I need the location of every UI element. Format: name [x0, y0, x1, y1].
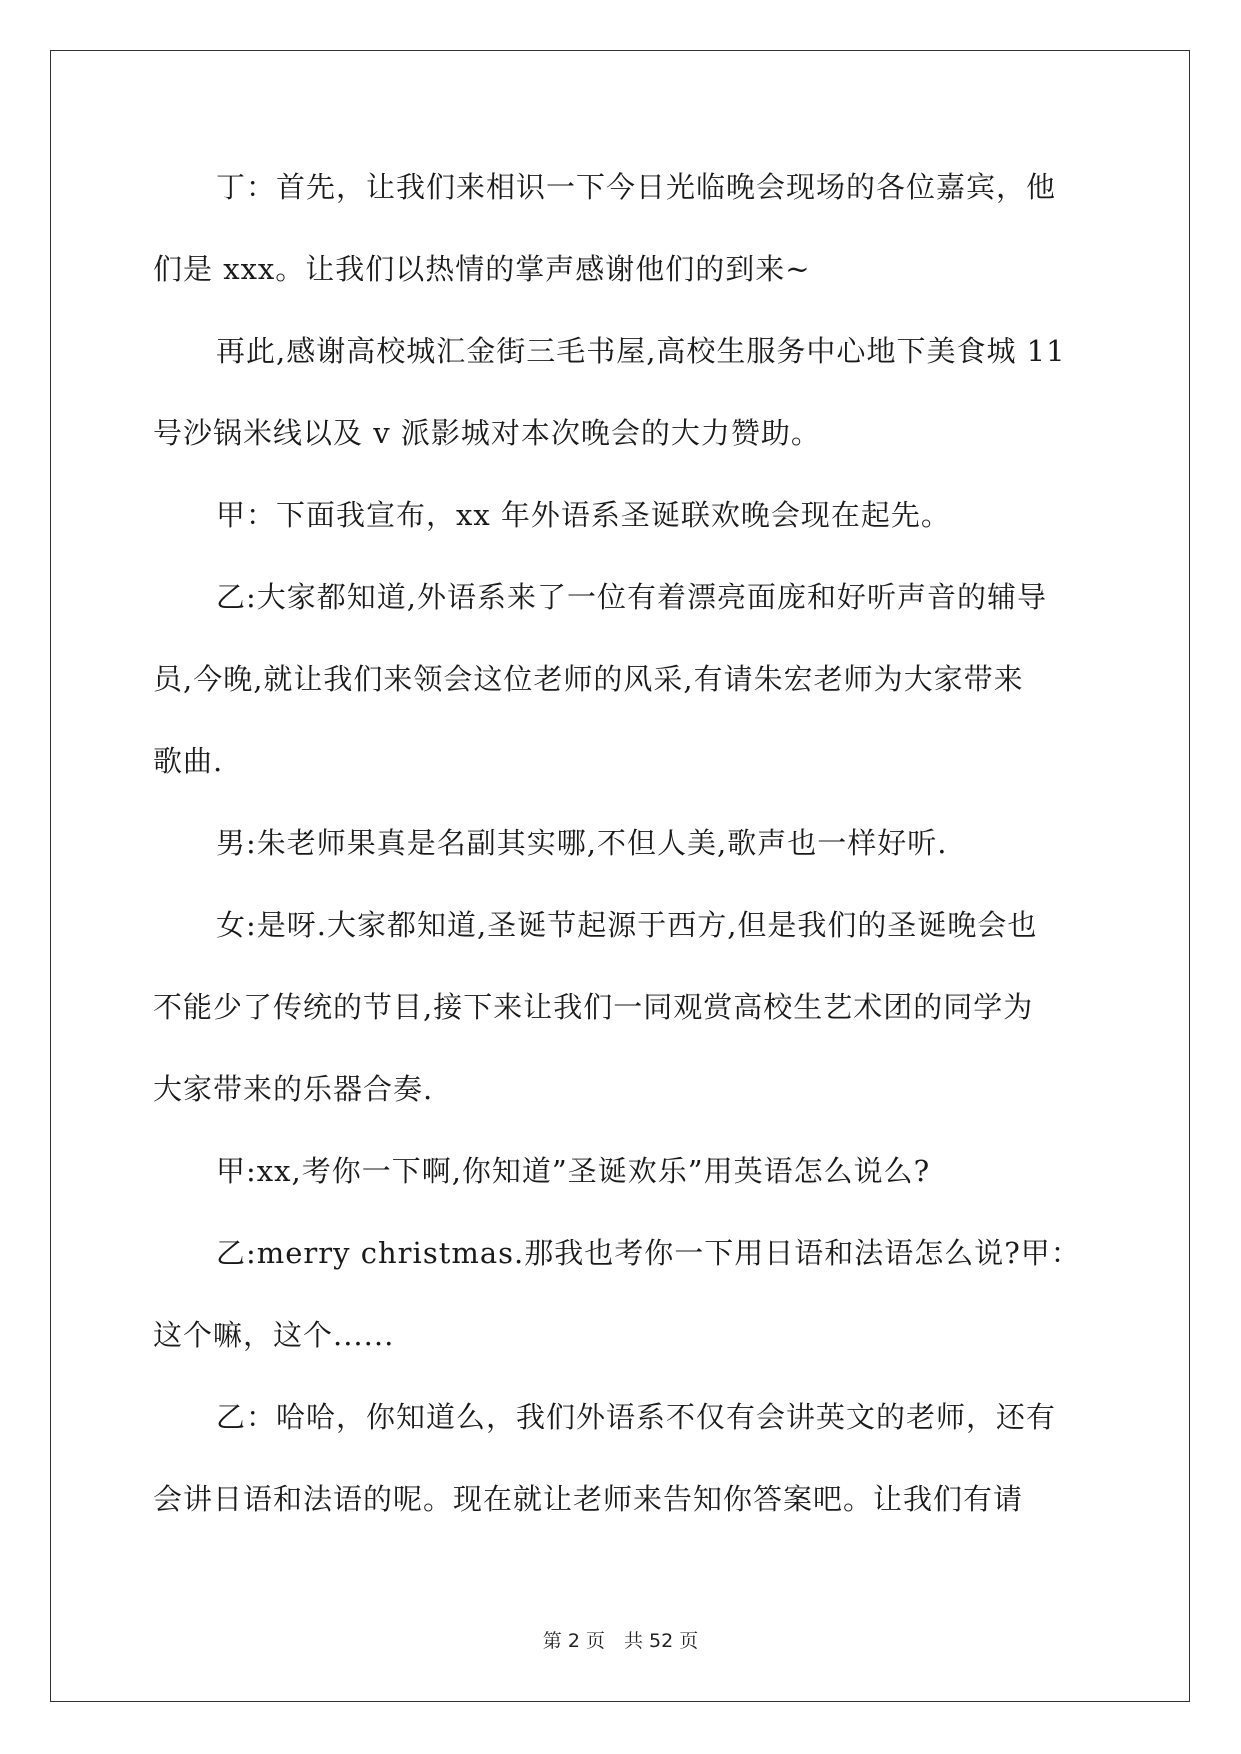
text-line: 会讲日语和法语的呢。现在就让老师来告知你答案吧。让我们有请: [153, 1482, 1024, 1516]
text-line: 丁：首先，让我们来相识一下今日光临晚会现场的各位嘉宾，他: [216, 170, 1057, 204]
text-line: 乙:merry christmas.那我也考你一下用日语和法语怎么说?甲：: [216, 1236, 1081, 1270]
text-line: 号沙锅米线以及 v 派影城对本次晚会的大力赞助。: [153, 416, 821, 450]
text-line: 男:朱老师果真是名副其实哪,不但人美,歌声也一样好听.: [216, 826, 948, 860]
text-line: 乙：哈哈，你知道么，我们外语系不仅有会讲英文的老师，还有: [216, 1400, 1057, 1434]
text-line: 不能少了传统的节目,接下来让我们一同观赏高校生艺术团的同学为: [153, 990, 1034, 1024]
text-line: 甲:xx,考你一下啊,你知道”圣诞欢乐”用英语怎么说么?: [216, 1154, 931, 1188]
text-line: 大家带来的乐器合奏.: [153, 1072, 434, 1106]
text-line: 乙:大家都知道,外语系来了一位有着漂亮面庞和好听声音的辅导: [216, 580, 1047, 614]
text-line: 这个嘛，这个......: [153, 1318, 395, 1352]
text-line: 女:是呀.大家都知道,圣诞节起源于西方,但是我们的圣诞晚会也: [216, 908, 1038, 942]
text-line: 们是 xxx。让我们以热情的掌声感谢他们的到来~: [153, 252, 811, 286]
text-line: 歌曲.: [153, 744, 224, 778]
text-line: 员,今晚,就让我们来领会这位老师的风采,有请朱宏老师为大家带来: [153, 662, 1024, 696]
text-line: 甲：下面我宣布，xx 年外语系圣诞联欢晚会现在起先。: [216, 498, 951, 532]
document-body: [153, 160, 1093, 1554]
text-line: 再此,感谢高校城汇金街三毛书屋,高校生服务中心地下美食城 11: [216, 334, 1066, 368]
page-number: 第 2 页 共 52 页: [542, 1630, 699, 1652]
